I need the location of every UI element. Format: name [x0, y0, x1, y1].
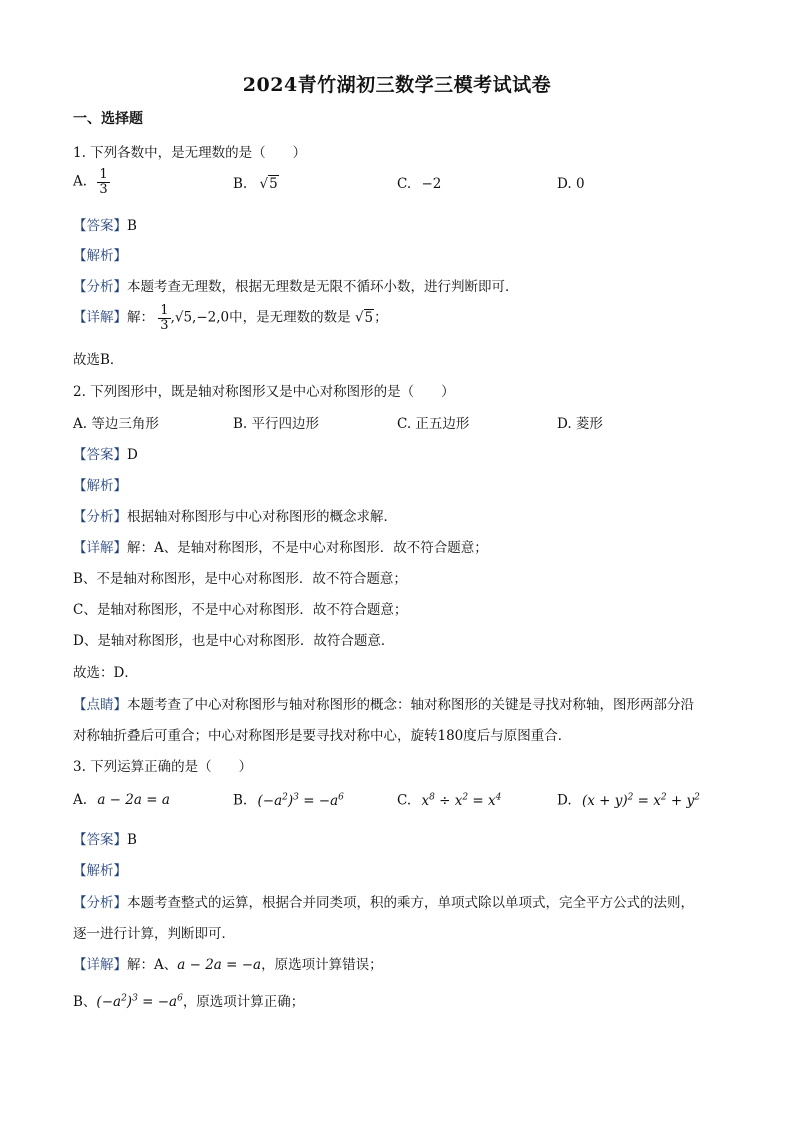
q1-answer: 【答案】B [73, 218, 137, 234]
q3-jiexi: 【解析】 [73, 863, 127, 879]
q3-xiangjie: 【详解】解：A、a − 2a = −a，原选项计算错误； [73, 957, 383, 973]
q1-option-d: D. 0 [557, 176, 585, 192]
q2-answer: 【答案】D [73, 447, 138, 463]
q3-option-c: C. $x^8 \div x^2 = x^4$ [397, 792, 502, 809]
fraction: $\frac{1}{3}$ [99, 167, 108, 197]
q1-option-c: C. −2 [397, 176, 442, 192]
q2-option-a: A. 等边三角形 [73, 416, 159, 432]
q3-fenxi: 【分析】本题考查整式的运算，根据合并同类项，积的乘方，单项式除以单项式，完全平方公式的法则， [73, 895, 694, 911]
q3-option-a: A. a − 2a = a [73, 792, 170, 808]
page-title: 2024青竹湖初三数学三模考试试卷 [242, 74, 552, 96]
section-heading: 一、选择题 [73, 111, 143, 127]
q2-dianjing: 【点睛】本题考查了中心对称图形与轴对称图形的概念：轴对称图形的关键是寻找对称轴，图形两部分沿 [73, 697, 694, 713]
q2-fenxi: 【分析】根据轴对称图形与中心对称图形的概念求解． [73, 509, 397, 525]
q1-option-a: A. $\frac{1}{3}$ [73, 167, 108, 197]
q3-stem: 3. 下列运算正确的是（ ） [73, 759, 253, 775]
sqrt-expression: √5 [354, 309, 374, 326]
q2-conclusion: 故选：D． [73, 665, 138, 681]
q3-fenxi-cont: 逐一进行计算，判断即可． [73, 926, 235, 942]
q2-xiangjie: 【详解】解：A、是轴对称图形，不是中心对称图形．故不符合题意； [73, 540, 488, 556]
q1-stem: 1. 下列各数中，是无理数的是（ ） [73, 145, 307, 161]
q2-dianjing-cont: 对称轴折叠后可重合；中心对称图形是要寻找对称中心，旋转180度后与原图重合． [73, 728, 572, 744]
q3-answer: 【答案】B [73, 832, 137, 848]
q1-conclusion: 故选B． [73, 352, 124, 368]
fraction: $\frac{1}{3}$ [160, 303, 169, 333]
q2-option-b: B. 平行四边形 [233, 416, 320, 432]
sqrt-expression: √5 [259, 176, 278, 192]
q3-xj-b: B、$(-a^2)^3 = -a^6$，原选项计算正确； [73, 993, 305, 1010]
q1-option-b: B. √5 [233, 176, 278, 192]
q3-option-b: B. $(-a^2)^3 = -a^6$ [233, 792, 344, 809]
q1-xiangjie: 【详解】解： $\frac{1}{3}$ ,√5,−2,0中，是无理数的数是 √5； [73, 303, 388, 333]
q3-option-d: D. $(x + y)^2 = x^2 + y^2$ [557, 792, 700, 809]
q2-xj-d: D、是轴对称图形，也是中心对称图形．故符合题意． [73, 633, 395, 649]
q2-jiexi: 【解析】 [73, 478, 127, 494]
q1-fenxi: 【分析】本题考查无理数，根据无理数是无限不循环小数，进行判断即可． [73, 279, 519, 295]
q1-jiexi: 【解析】 [73, 248, 127, 264]
q2-option-c: C. 正五边形 [397, 416, 470, 432]
q2-xj-c: C、是轴对称图形，不是中心对称图形．故不符合题意； [73, 602, 408, 618]
q2-xj-b: B、不是轴对称图形，是中心对称图形．故不符合题意； [73, 571, 407, 587]
q2-stem: 2. 下列图形中，既是轴对称图形又是中心对称图形的是（ ） [73, 384, 455, 400]
q2-option-d: D. 菱形 [557, 416, 603, 432]
